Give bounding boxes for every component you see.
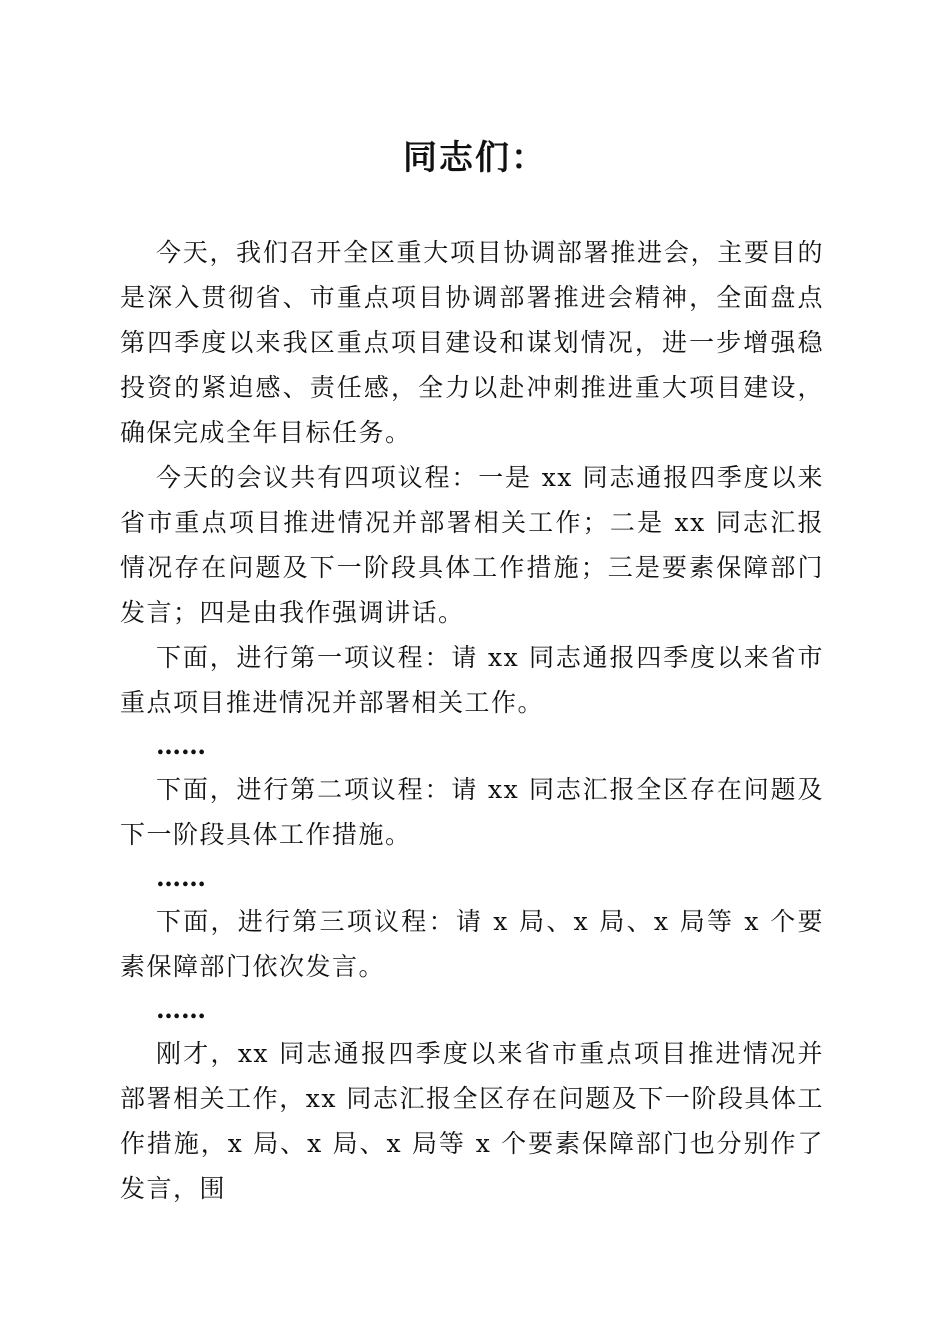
paragraph-agenda: 今天的会议共有四项议程：一是 xx 同志通报四季度以来省市重点项目推进情况并部署相关工作；二是 xx 同志汇报情况存在问题及下一阶段具体工作措施；三是要素保障部门发言；四是由我作强调讲话。 (120, 463, 824, 627)
paragraph-agenda-item-3: 下面，进行第三项议程：请 x 局、x 局、x 局等 x 个要素保障部门依次发言。 (120, 907, 824, 981)
paragraph-opening: 今天，我们召开全区重大项目协调部署推进会，主要目的是深入贯彻省、市重点项目协调部署推进会精神，全面盘点第四季度以来我区重点项目建设和谋划情况，进一步增强稳投资的紧迫感、责任感，全力以赴冲刺推进重大项目建设，确保完成全年目标任务。 (120, 238, 824, 447)
paragraph-agenda-item-1: 下面，进行第一项议程：请 xx 同志通报四季度以来省市重点项目推进情况并部署相关工作。 (120, 643, 824, 717)
document-body (120, 230, 824, 1211)
ellipsis-1: …… (156, 731, 206, 760)
paragraph-agenda-item-2: 下面，进行第二项议程：请 xx 同志汇报全区存在问题及下一阶段具体工作措施。 (120, 775, 824, 849)
document-title: 同志们： (403, 138, 547, 178)
ellipsis-2: …… (156, 863, 206, 892)
paragraph-summary: 刚才，xx 同志通报四季度以来省市重点项目推进情况并部署相关工作，xx 同志汇报全区存在问题及下一阶段具体工作措施，x 局、x 局、x 局等 x 个要素保障部门也分别作了发言，围 (120, 1039, 824, 1203)
ellipsis-3: …… (156, 995, 206, 1024)
